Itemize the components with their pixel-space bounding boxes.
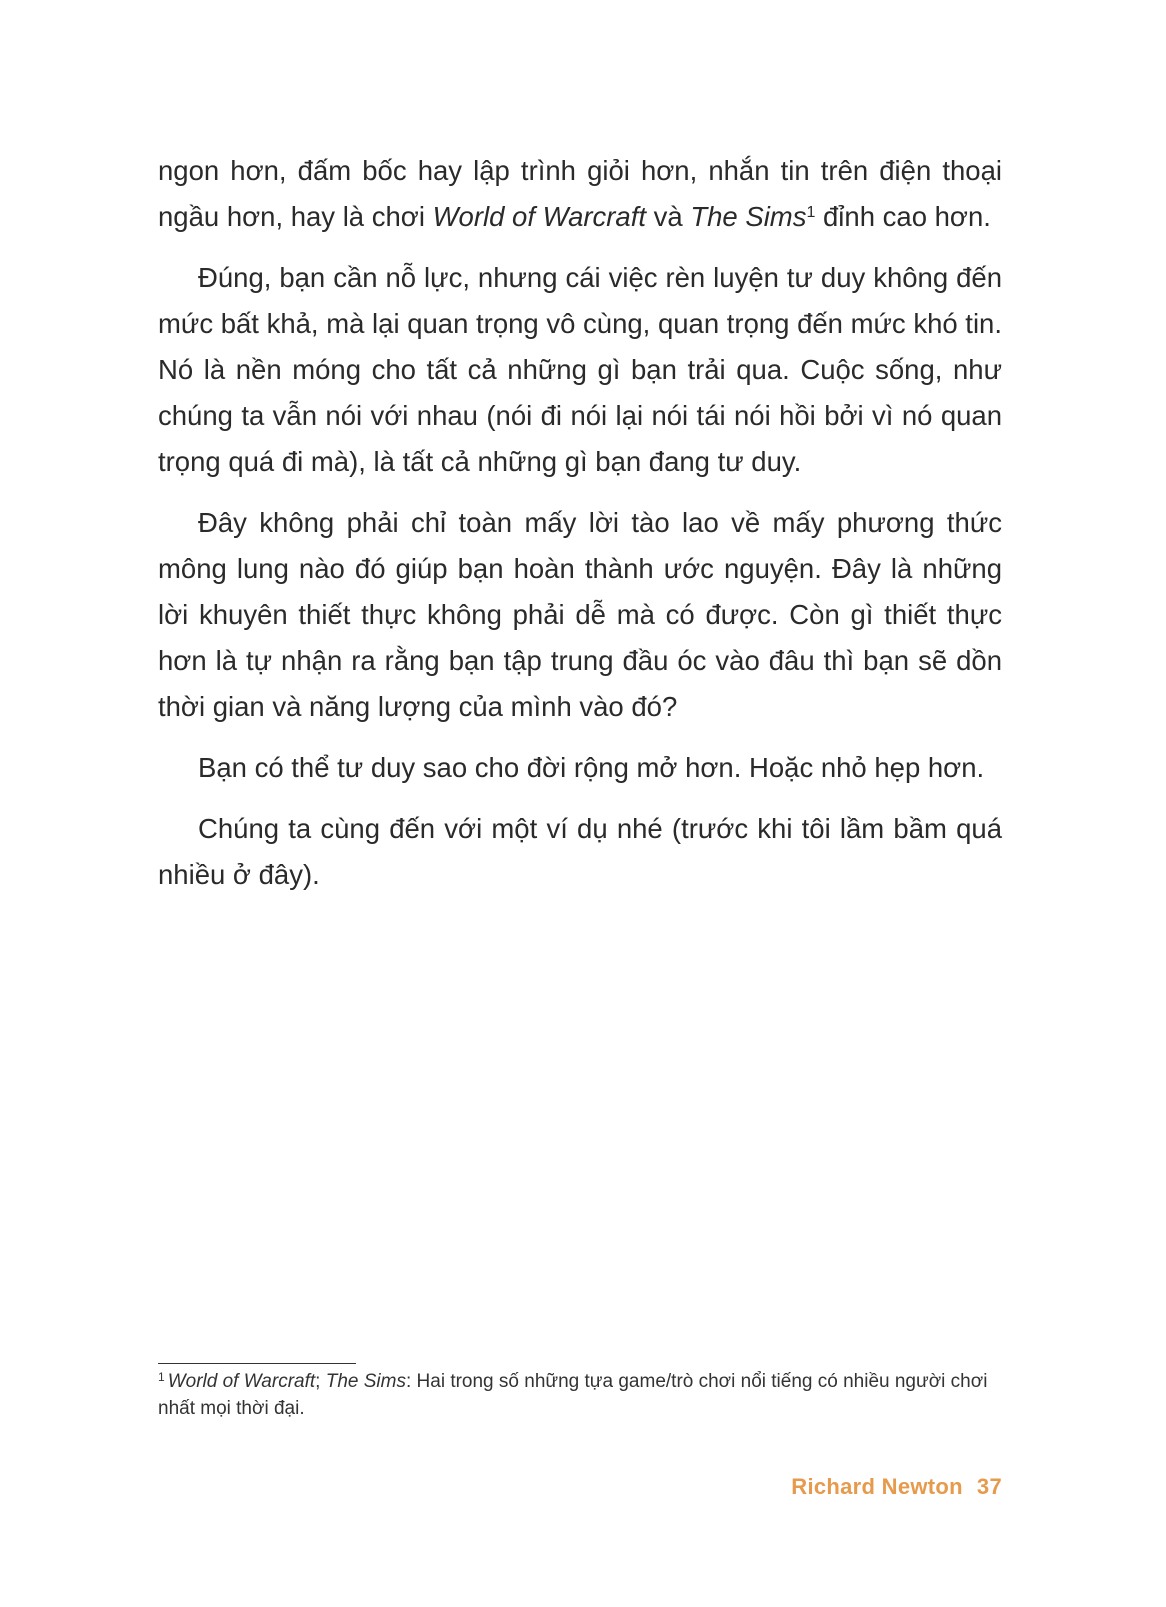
body-text bbox=[158, 148, 1002, 913]
footnote-title-the-sims: The Sims bbox=[325, 1371, 406, 1392]
footnote-separator: ; bbox=[315, 1371, 326, 1392]
paragraph-5: Chúng ta cùng đến với một ví dụ nhé (trước khi tôi lầm bầm quá nhiều ở đây). bbox=[158, 813, 1002, 890]
footnote-title-world-of-warcraft: World of Warcraft bbox=[167, 1371, 316, 1392]
paragraph-1-text-a: ngon hơn, đấm bốc hay lập trình giỏi hơn, nhắn tin trên điện thoại ngầu hơn, hay là chơi bbox=[158, 155, 1002, 232]
game-title-world-of-warcraft: World of Warcraft bbox=[432, 201, 646, 232]
footnote-text: : Hai trong số những tựa game/trò chơi nổi tiếng có nhiều người chơi nhất mọi thời đại. bbox=[158, 1371, 988, 1419]
footer-author: Richard Newton bbox=[791, 1474, 963, 1499]
paragraph-3: Đây không phải chỉ toàn mấy lời tào lao về mấy phương thức mông lung nào đó giúp bạn hoàn thành ước nguyện. Đây là những lời khuyên thiết thực không phải dễ mà có được. Còn gì thiết thực hơn là tự nhận ra rằng bạn tập trung đầu óc vào đâu thì bạn sẽ dồn thời gian và năng lượng của mình vào đó? bbox=[158, 507, 1002, 722]
footnote-divider bbox=[158, 1363, 356, 1364]
page-footer bbox=[791, 1474, 1002, 1500]
footnote-reference: 1 bbox=[806, 204, 816, 221]
footnote-marker: 1 bbox=[158, 1370, 165, 1384]
paragraph-1-text-c: đỉnh cao hơn. bbox=[815, 201, 991, 232]
paragraph-4: Bạn có thể tư duy sao cho đời rộng mở hơn. Hoặc nhỏ hẹp hơn. bbox=[198, 752, 985, 783]
game-title-the-sims: The Sims bbox=[690, 201, 807, 232]
paragraph-1 bbox=[158, 148, 1002, 240]
footnote bbox=[158, 1368, 1002, 1422]
paragraph-1-text-b: và bbox=[646, 201, 691, 232]
page-number: 37 bbox=[976, 1474, 1002, 1499]
paragraph-2: Đúng, bạn cần nỗ lực, nhưng cái việc rèn luyện tư duy không đến mức bất khả, mà lại quan trọng vô cùng, quan trọng đến mức khó tin. Nó là nền móng cho tất cả những gì bạn trải qua. Cuộc sống, như chúng ta vẫn nói với nhau (nói đi nói lại nói tái nói hồi bởi vì nó quan trọng quá đi mà), là tất cả những gì bạn đang tư duy. bbox=[158, 262, 1002, 477]
